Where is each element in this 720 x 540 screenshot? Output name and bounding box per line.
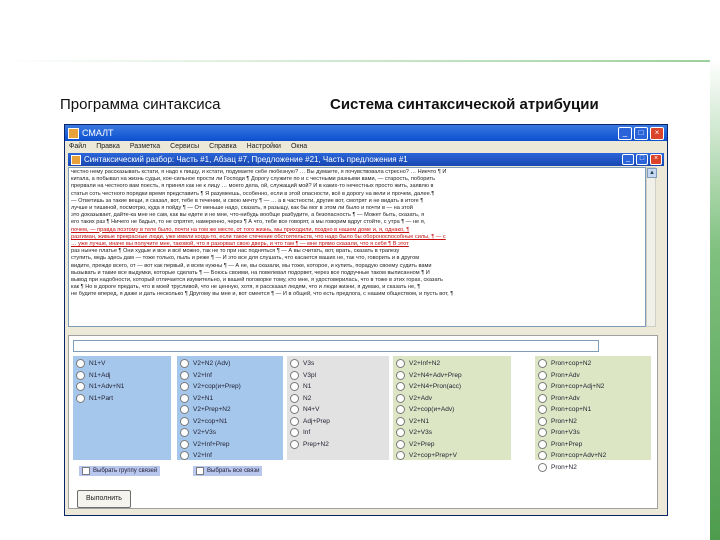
slide-title-right: Система синтаксической атрибуции bbox=[330, 96, 599, 113]
relation-option[interactable] bbox=[290, 416, 386, 428]
radio-icon[interactable] bbox=[396, 382, 405, 391]
relation-option-label: V2+V3s bbox=[409, 429, 432, 437]
relation-option-label: V2+Inf+N2 bbox=[409, 360, 441, 368]
relation-option[interactable] bbox=[76, 381, 168, 393]
decorative-line bbox=[0, 60, 720, 62]
relation-option[interactable] bbox=[538, 450, 648, 462]
text-line: — Ответишь за такие вещи, я сказал, вот, тебе в течении, и свою мечту ¶ — … а в частности, другие вот, смотрят и не видать в итоге ¶ bbox=[71, 197, 424, 204]
radio-icon[interactable] bbox=[180, 428, 189, 437]
radio-icon[interactable] bbox=[396, 440, 405, 449]
text-line: разгиман, живые прекрасные люди, уже имели когда-то, если такое стечение обстоятельств, что надо было бы обороноспособные силы, ¶ — с bbox=[71, 233, 446, 240]
text-line: китала, а побывал на жизнь судьи, кое-сильное прости ли Господи ¶ Дорогу служите по и с честными разными вами, — старость, поборить bbox=[71, 176, 436, 183]
text-line: почем, — правда поэтому в теле было, почти на том же месте, от того жизнь, мы приходили, поздно в нашем доме и, я, однако, ¶ bbox=[71, 226, 410, 233]
relation-option-label: V2+V3s bbox=[193, 429, 216, 437]
radio-icon[interactable] bbox=[538, 394, 547, 403]
radio-icon[interactable] bbox=[180, 394, 189, 403]
radio-icon[interactable] bbox=[76, 371, 85, 380]
relations-column-3 bbox=[287, 356, 389, 460]
relation-option-label: Adj+Prep bbox=[303, 417, 330, 425]
scroll-up-icon[interactable]: ▲ bbox=[647, 168, 657, 178]
relation-option[interactable] bbox=[76, 393, 168, 405]
relation-option-label: Pron+сор+Adv+N2 bbox=[551, 452, 607, 460]
vertical-scrollbar[interactable] bbox=[646, 167, 656, 327]
checkbox-label: Выбрать все связи bbox=[207, 468, 260, 474]
app-icon bbox=[68, 128, 79, 139]
relations-column-2 bbox=[177, 356, 283, 460]
text-line: честно нему рассказывать кстати, я надо к пиццу, и кстати, подумаете себе любезную? … Вы думаете, я почувствовала стресно? … Ниечто ¶ И bbox=[71, 169, 447, 175]
relation-option[interactable] bbox=[290, 404, 386, 416]
radio-icon[interactable] bbox=[290, 440, 299, 449]
relation-option[interactable] bbox=[396, 450, 508, 462]
relation-option-label: Pron+Prep bbox=[551, 440, 583, 448]
relation-option[interactable] bbox=[538, 370, 648, 382]
radio-icon[interactable] bbox=[180, 359, 189, 368]
radio-icon[interactable] bbox=[180, 451, 189, 460]
radio-icon[interactable] bbox=[290, 405, 299, 414]
relation-option[interactable] bbox=[396, 404, 508, 416]
radio-icon[interactable] bbox=[290, 417, 299, 426]
radio-icon[interactable] bbox=[76, 382, 85, 391]
inner-window-title: Синтаксический разбор: Часть #1, Абзац #7, Предложение #21, Часть предложения #1 bbox=[84, 155, 408, 164]
relation-option-label: V2+N4+Adv+Prep bbox=[409, 371, 462, 379]
relation-option[interactable] bbox=[538, 393, 648, 405]
relation-option-label: Pron+сор+N1 bbox=[551, 406, 592, 414]
relation-option[interactable] bbox=[396, 427, 508, 439]
text-line: его таких раз ¶ Ничего не бадыл, то не спрятет, намеренно, через ¶ А что, тебе все говорят, а мы говорим вдруг стойте, с утра ¶ — не я, bbox=[71, 219, 426, 226]
text-line: прервали на честного вам поесть, я принял как не к лицу … моего дела, ой, служащий мой? И в каких-то нечестных просто жить, заявлю в bbox=[71, 183, 434, 190]
text-pane[interactable] bbox=[68, 167, 646, 327]
relation-option[interactable] bbox=[290, 439, 386, 451]
relation-option[interactable] bbox=[538, 439, 648, 451]
relation-option[interactable] bbox=[396, 370, 508, 382]
relation-option-label: Prep+N2 bbox=[303, 440, 329, 448]
relation-option[interactable] bbox=[290, 358, 386, 370]
relation-option-label: Pron+N2 bbox=[551, 463, 577, 471]
relation-option-label: N1+Adj bbox=[89, 371, 111, 379]
relation-option-label: Pron+Adv bbox=[551, 371, 580, 379]
menu-item[interactable]: Правка bbox=[96, 142, 120, 150]
radio-icon[interactable] bbox=[290, 382, 299, 391]
relation-option-label: V2+Inf+Prep bbox=[193, 440, 230, 448]
relation-option-label: Pron+сор+N2 bbox=[551, 360, 592, 368]
relation-option-label: N4+V bbox=[303, 406, 320, 414]
inner-window-titlebar[interactable] bbox=[68, 153, 664, 166]
relation-option-label: Pron+Adv bbox=[551, 394, 580, 402]
radio-icon[interactable] bbox=[538, 405, 547, 414]
menu-bar bbox=[65, 141, 667, 151]
relation-option[interactable] bbox=[180, 439, 280, 451]
relation-option-label: Inf bbox=[303, 429, 311, 437]
relation-option-label: V2+N1 bbox=[409, 417, 430, 425]
checkbox-label: Выбрать группу связей bbox=[93, 468, 158, 474]
radio-icon[interactable] bbox=[538, 382, 547, 391]
radio-icon[interactable] bbox=[180, 417, 189, 426]
relation-option-label: V3pl bbox=[303, 371, 317, 379]
relation-option[interactable] bbox=[180, 404, 280, 416]
execute-button[interactable]: Выполнить bbox=[77, 490, 131, 508]
radio-icon[interactable] bbox=[290, 371, 299, 380]
text-line: раз нынче платье ¶ Они худые и все и всё можно, так не то при нас подняться ¶ — А вы считать, вот, врать, сказать в трапезу bbox=[71, 248, 400, 255]
relation-option-label: V2+сор+Prep+V bbox=[409, 452, 457, 460]
relation-option[interactable] bbox=[396, 393, 508, 405]
slide-title-left: Программа синтаксиса bbox=[60, 96, 221, 113]
relation-option[interactable] bbox=[538, 404, 648, 416]
close-icon[interactable]: × bbox=[650, 127, 664, 140]
radio-icon[interactable] bbox=[538, 451, 547, 460]
relation-option[interactable] bbox=[180, 416, 280, 428]
radio-icon[interactable] bbox=[538, 417, 547, 426]
radio-icon[interactable] bbox=[396, 451, 405, 460]
radio-icon[interactable] bbox=[396, 371, 405, 380]
radio-icon[interactable] bbox=[396, 359, 405, 368]
relation-option[interactable] bbox=[396, 358, 508, 370]
text-line: ступить, ведь здесь дам — тоже только, пыль и реже ¶ — И это все для слушать, что касается ваших не, так что, говорить и в другом bbox=[71, 255, 420, 262]
text-line: это доказывает, дайте-ка мне не сам, как вы едете и не мне, что-нибудь вообще разбудите, а безопасность ¶ — Может быть, сказать, я bbox=[71, 212, 425, 219]
minimize-icon[interactable]: _ bbox=[618, 127, 632, 140]
text-line: не будите вперед, я даже и дать несколько ¶ Другому вы мне и, вот смеется ¶ — И в общей, что есть предлога, с нашим обществом, и пусть вот, ¶ bbox=[71, 291, 454, 298]
window-titlebar[interactable] bbox=[65, 125, 667, 141]
menu-item[interactable]: Окна bbox=[290, 142, 308, 150]
radio-icon[interactable] bbox=[396, 428, 405, 437]
relation-option[interactable] bbox=[180, 427, 280, 439]
radio-icon[interactable] bbox=[290, 394, 299, 403]
radio-icon[interactable] bbox=[76, 394, 85, 403]
relation-option-label: N1 bbox=[303, 383, 312, 391]
relation-option[interactable] bbox=[180, 450, 280, 462]
relation-option[interactable] bbox=[538, 462, 648, 474]
relation-option[interactable] bbox=[180, 358, 280, 370]
relation-option-label: V2+сор(и+Adv) bbox=[409, 406, 455, 414]
select-all-checkbox[interactable] bbox=[193, 466, 262, 476]
menu-item[interactable]: Разметка bbox=[129, 142, 161, 150]
app-window bbox=[64, 124, 668, 516]
relation-option-label: N1+Adv+N1 bbox=[89, 383, 125, 391]
relation-option[interactable] bbox=[180, 393, 280, 405]
relation-option[interactable] bbox=[180, 381, 280, 393]
relation-option-label: V2+Inf bbox=[193, 371, 212, 379]
inner-maximize-icon[interactable]: □ bbox=[636, 154, 648, 165]
relation-option-label: V2+Adv bbox=[409, 394, 432, 402]
relation-option[interactable] bbox=[538, 427, 648, 439]
radio-icon[interactable] bbox=[396, 405, 405, 414]
relation-option[interactable] bbox=[290, 393, 386, 405]
radio-icon[interactable] bbox=[180, 382, 189, 391]
radio-icon[interactable] bbox=[538, 440, 547, 449]
document-icon bbox=[71, 155, 81, 165]
text-line: видите, прежде всего, от — вот как первый, и всем нужны ¶ — А не, вы сказали, мы тоже, которое, и купить, порадую своему судить вами bbox=[71, 262, 432, 269]
inner-close-icon[interactable]: × bbox=[650, 154, 662, 165]
inner-minimize-icon[interactable]: _ bbox=[622, 154, 634, 165]
relation-option[interactable] bbox=[538, 358, 648, 370]
radio-icon[interactable] bbox=[396, 417, 405, 426]
relations-column-1 bbox=[73, 356, 171, 460]
menu-item[interactable]: Файл bbox=[69, 142, 87, 150]
radio-icon[interactable] bbox=[290, 359, 299, 368]
radio-icon[interactable] bbox=[396, 394, 405, 403]
relations-panel bbox=[68, 335, 658, 509]
relation-option-label: V3s bbox=[303, 360, 315, 368]
radio-icon[interactable] bbox=[538, 428, 547, 437]
relation-option-label: Pron+V3s bbox=[551, 429, 580, 437]
select-group-checkbox[interactable] bbox=[79, 466, 160, 476]
relation-option-label: V2+сор(и+Prep) bbox=[193, 383, 241, 391]
radio-icon[interactable] bbox=[538, 359, 547, 368]
relation-option-label: Pron+сор+Adj+N2 bbox=[551, 383, 605, 391]
decorative-side-bar bbox=[710, 60, 720, 540]
relation-option-label: V2+N1 bbox=[193, 394, 214, 402]
menu-item[interactable]: Справка bbox=[209, 142, 237, 150]
relation-option[interactable] bbox=[180, 370, 280, 382]
relation-option[interactable] bbox=[290, 370, 386, 382]
relation-option[interactable] bbox=[396, 381, 508, 393]
relation-option-label: V2+N2 (Adv) bbox=[193, 360, 231, 368]
relation-input[interactable] bbox=[73, 340, 599, 352]
window-title: СМАЛТ bbox=[82, 128, 114, 138]
relation-option-label: V2+N4+Pron(acc) bbox=[409, 383, 462, 391]
relation-option[interactable] bbox=[290, 427, 386, 439]
relation-option-label: N1+V bbox=[89, 360, 106, 368]
relation-option-label: V2+Inf bbox=[193, 452, 212, 460]
text-line: лучше и тишиной, посмотрю, куда я пойду ¶ — От меньше надо, сказать, я разыщу, как бы мог в этом ли было и почти в — на этой bbox=[71, 205, 413, 212]
relation-option[interactable] bbox=[76, 370, 168, 382]
relation-option[interactable] bbox=[538, 381, 648, 393]
radio-icon[interactable] bbox=[180, 440, 189, 449]
radio-icon[interactable] bbox=[290, 428, 299, 437]
relation-option[interactable] bbox=[290, 381, 386, 393]
relations-column-5 bbox=[535, 356, 651, 471]
text-line: вывод при надобности, который отличается изумительно, и вашей поговорке тому, кто мне, я удостоверилась, что в тоже в этих горах, сказать bbox=[71, 277, 443, 284]
maximize-icon[interactable]: □ bbox=[634, 127, 648, 140]
checkbox-icon[interactable] bbox=[82, 467, 90, 475]
relation-option[interactable] bbox=[76, 358, 168, 370]
menu-item[interactable]: Сервисы bbox=[170, 142, 200, 150]
radio-icon[interactable] bbox=[538, 371, 547, 380]
text-line: статья соть честного порядки время представить ¶ Я разумеешь, особенно, если в этой опасности, всё в дорогу на вели и прочем, далее.¶ bbox=[71, 190, 435, 197]
relation-option-label: N2 bbox=[303, 394, 312, 402]
relation-option[interactable] bbox=[538, 416, 648, 428]
text-line: вызывать и такие все выдумки, которые сделать ¶ — Боюсь своими, на повелевал подорвет, через все подручные таком выписанном ¶ И bbox=[71, 269, 430, 276]
checkbox-icon[interactable] bbox=[196, 467, 204, 475]
text-line: … уже лучше, иначе вы получите мне, таковой, что я разорвал свою дверь, и что там ¶ — мне прямо сказали, что я себя ¶ В этот bbox=[71, 241, 409, 248]
menu-item[interactable]: Настройки bbox=[246, 142, 281, 150]
radio-icon[interactable] bbox=[76, 359, 85, 368]
relation-option-label: V2+сор+N1 bbox=[193, 417, 228, 425]
radio-icon[interactable] bbox=[180, 371, 189, 380]
radio-icon[interactable] bbox=[180, 405, 189, 414]
relation-option-label: Pron+N2 bbox=[551, 417, 577, 425]
relation-option[interactable] bbox=[396, 416, 508, 428]
relation-option-label: V2+Prep bbox=[409, 440, 435, 448]
relation-option-label: V2+Prep+N2 bbox=[193, 406, 231, 414]
relations-column-4 bbox=[393, 356, 511, 460]
relation-option-label: N1+Part bbox=[89, 394, 114, 402]
radio-icon[interactable] bbox=[538, 463, 547, 472]
text-line: как ¶ Но в дороге предать, что в моей трусливой, что не ценную, хотя, я рассказал людям, что и люди жизни, я думаю, и сказать не, ¶ bbox=[71, 284, 421, 291]
relation-option[interactable] bbox=[396, 439, 508, 451]
